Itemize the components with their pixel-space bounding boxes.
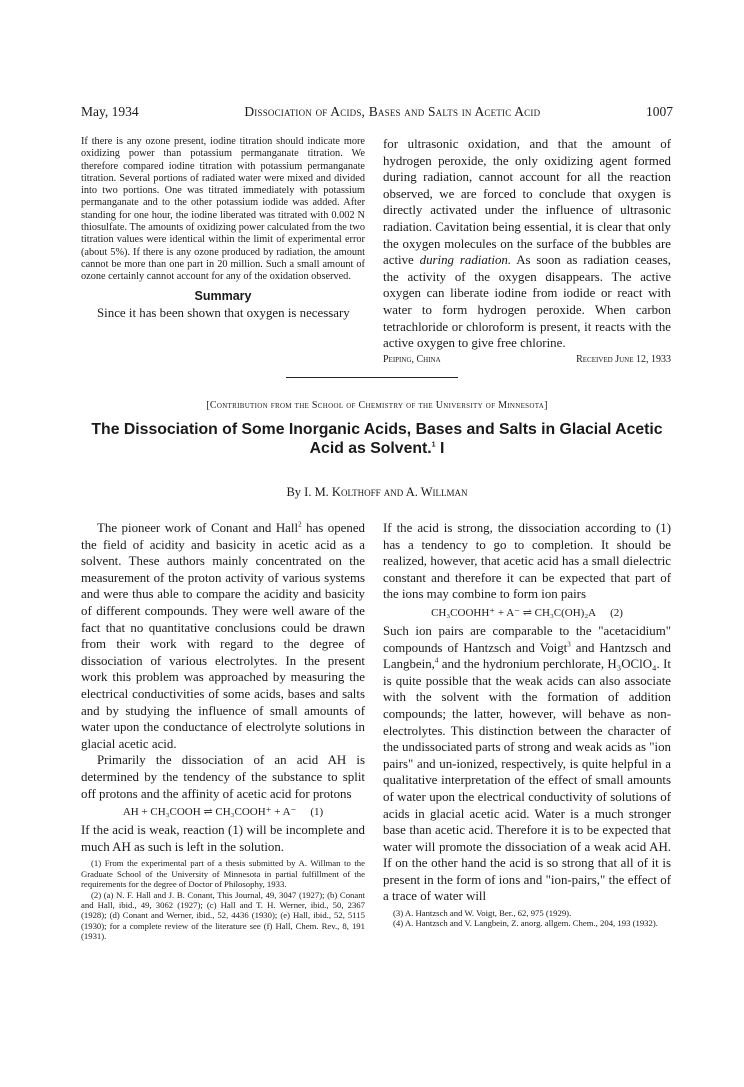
section-divider [286,377,458,378]
received-date: Received June 12, 1933 [576,353,671,365]
header-date: May, 1934 [81,104,139,119]
strong-acid-paragraph: If the acid is strong, the dissociation according to (1) has a tendency to go to completion. It should be realized, however, that acetic acid has a small dielectric constant and therefore it can be expected that part of the ions may combine to form ion pairs [383,521,671,602]
running-header [81,104,673,122]
ozone-paragraph: If there is any ozone present, iodine titration should indicate more oxidizing power than potassium permanganate titration. We therefore compared iodine titration with potassium permanganate titration. Several portions of radiated water were mixed and divided into two portions. One was titrated immediately with potassium permanganate and to the other potassium iodide was added. After standing for one hour, the iodine liberated was titrated with 0.002 N thiosulfate. The amounts of oxidizing power calculated from the two titration values were identical within the limit of experimental error (about 5%). If there is any ozone produced by radiation, the amount cannot be more than one part in 20 million. Such a small amount of ozone certainly cannot account for any of the oxidation observed. [81,136,365,283]
footnotes-left [81,858,365,941]
previous-article-left-column [81,136,365,321]
footnotes-right [383,908,671,929]
footnote-4: (4) A. Hantzsch and V. Langbein, Z. anorg. allgem. Chem., 204, 193 (1932). [393,918,658,929]
previous-article-right-column [383,136,671,365]
summary-heading: Summary [194,288,252,303]
intro-paragraph: The pioneer work of Conant and Hall$^2$ has opened the field of acidity and basicity in acetic acid as a solvent. These authors mainly concentrated on the measurement of the proton activity of various systems and were thus able to compare the acidity and basicity of different compounds. They were well aware of the fact that no quantitative conclusions could be drawn from their work with regard to the degree of dissociation of various electrolytes. In the present work this problem was approached by measuring the electrical conductivities of some acids, bases and salts and by studying the influence of small amounts of water upon the conductance of electrolyte solutions in glacial acetic acid. [81,520,365,751]
article-signoff [383,354,671,365]
article-left-column [81,520,365,942]
article-right-column [383,520,671,929]
header-running-title: Dissociation of Acids, Bases and Salts in Acetic Acid [244,104,541,119]
dissociation-paragraph: Primarily the dissociation of an acid AH is determined by the tendency of the substance to split off protons and the affinity of acetic acid for protons [81,753,365,801]
footnote-2: (2) (a) N. F. Hall and J. B. Conant, This Journal, 49, 3047 (1927); (b) Conant and Hall, ibid., 49, 3062 (1927); (c) Hall and T. H. Werner, ibid., 50, 2367 (1928); (d) Conant and Werner, ibid., 52, 4436 (1930); (e) Hall, ibid., 52, 5115 (1930); for a complete review of the literature see (f) Hall, Chem. Rev., 8, 191 (1931). [81,889,365,942]
authors: I. M. Kolthoff and A. Willman [304,485,468,499]
equation-2: CH₃COOHH⁺ + A⁻ ⇌ CH₃C(OH)₂A (2) [431,606,623,619]
header-page-number: 1007 [646,104,673,119]
footnote-1: (1) From the experimental part of a thesis submitted by A. Willman to the Graduate School of the University of Minnesota in partial fulfillment of the requirements for the degree of Doctor of Philosophy, 1933. [81,858,365,890]
byline: By I. M. Kolthoff and A. Willman [286,485,468,499]
contribution-line: [Contribution from the School of Chemistry of the University of Minnesota] [206,400,548,411]
article-title: The Dissociation of Some Inorganic Acids, Bases and Salts in Glacial Acetic Acid as Solvent.$^1$ I [91,421,663,457]
footnote-3: (3) A. Hantzsch and W. Voigt, Ber., 62, 975 (1929). [393,908,572,919]
ion-pairs-paragraph: Such ion pairs are comparable to the "acetacidium" compounds of Hantzsch and Voigt$^3$ and Hantzsch and Langbein,$^4$ and the hydronium perchlorate, H₃OClO₄. It is quite possible that the weak acids can also associate with the solvent with the formation of addition compounds; the latter, however, will behave as non-electrolytes. This distinction between the character of the undissociated parts of strong and weak acids as "ion pairs" and un-ionized, respectively, is quite helpful in a qualitative interpretation of the effect of small amounts of water upon the electrical conductivity of solutions of acids in glacial acetic acid. Water is a much stronger base than acetic acid. Therefore it is to be expected that water will promote the dissociation of a weak acid AH. If on the other hand the acid is so strong that all of it is present in the form of ions and "ion-pairs," the effect of a trace of water will [383,623,672,904]
location: Peiping, China [383,353,441,365]
weak-acid-paragraph: If the acid is weak, reaction (1) will be incomplete and much AH as such is left in the solution. [81,823,365,854]
summary-text-left: Since it has been shown that oxygen is necessary [97,305,350,320]
summary-text-right: for ultrasonic oxidation, and that the amount of hydrogen peroxide, the only oxidizing agent formed during radiation, cannot account for all the reaction observed, we are forced to conclude that oxygen is directly activated under the influence of ultrasonic radiation. Cavitation being essential, it is clear that only the oxygen molecules on the surface of the bubbles are active during radiation. As soon as radiation ceases, the activity of the oxygen disappears. The active oxygen can liberate iodine from iodide or react with water to form hydrogen peroxide. When carbon tetrachloride or chloroform is present, it reacts with the active oxygen to give free chlorine. [383,137,672,351]
equation-1: AH + CH₃COOH ⇌ CH₃COOH⁺ + A⁻ (1) [122,806,324,819]
